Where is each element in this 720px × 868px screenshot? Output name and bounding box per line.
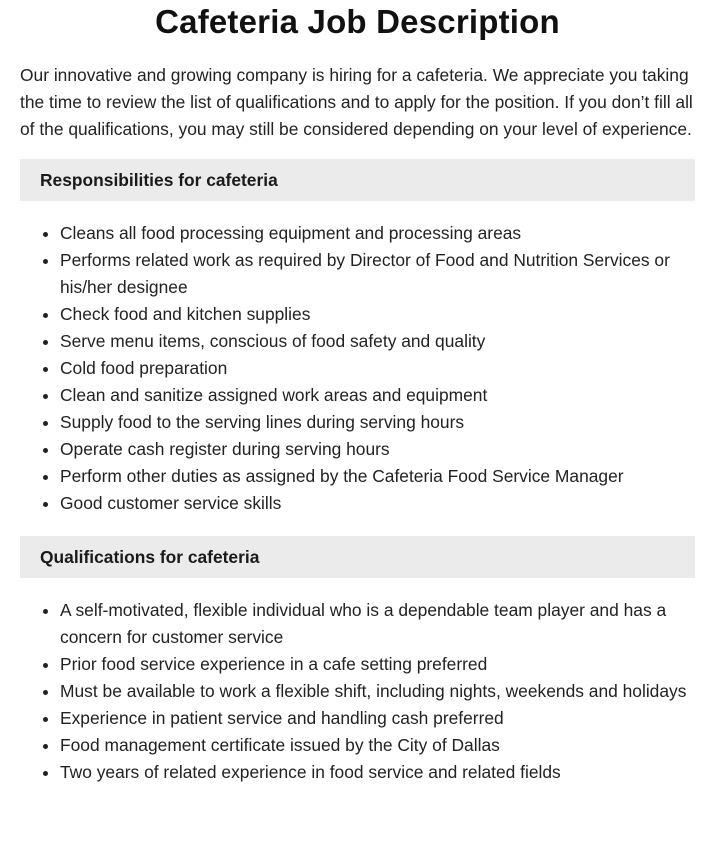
list-item: Prior food service experience in a cafe setting preferred (60, 651, 695, 678)
list-item: Perform other duties as assigned by the Cafeteria Food Service Manager (60, 463, 695, 490)
list-item: Two years of related experience in food service and related fields (60, 759, 695, 786)
intro-paragraph: Our innovative and growing company is hiring for a cafeteria. We appreciate you taking the time to review the list of qualifications and to apply for the position. If you don’t fill all of the qualifications, you may still be considered depending on your level of experience. (20, 65, 693, 139)
responsibilities-heading: Responsibilities for cafeteria (20, 159, 695, 201)
list-item: Check food and kitchen supplies (60, 301, 695, 328)
qualifications-heading: Qualifications for cafeteria (20, 536, 695, 578)
list-item: Cleans all food processing equipment and processing areas (60, 220, 695, 247)
list-item: Performs related work as required by Director of Food and Nutrition Services or his/her designee (60, 247, 695, 301)
list-item: Cold food preparation (60, 355, 695, 382)
list-item: Food management certificate issued by the City of Dallas (60, 732, 695, 759)
list-item: Operate cash register during serving hours (60, 436, 695, 463)
list-item: A self-motivated, flexible individual who is a dependable team player and has a concern for customer service (60, 597, 695, 651)
list-item: Supply food to the serving lines during serving hours (60, 409, 695, 436)
list-item: Good customer service skills (60, 490, 695, 517)
list-item: Must be available to work a flexible shift, including nights, weekends and holidays (60, 678, 695, 705)
list-item: Experience in patient service and handling cash preferred (60, 705, 695, 732)
list-item: Clean and sanitize assigned work areas and equipment (60, 382, 695, 409)
list-item: Serve menu items, conscious of food safety and quality (60, 328, 695, 355)
page-title: Cafeteria Job Description (155, 3, 560, 40)
responsibilities-list (20, 220, 695, 517)
qualifications-list (20, 597, 695, 786)
